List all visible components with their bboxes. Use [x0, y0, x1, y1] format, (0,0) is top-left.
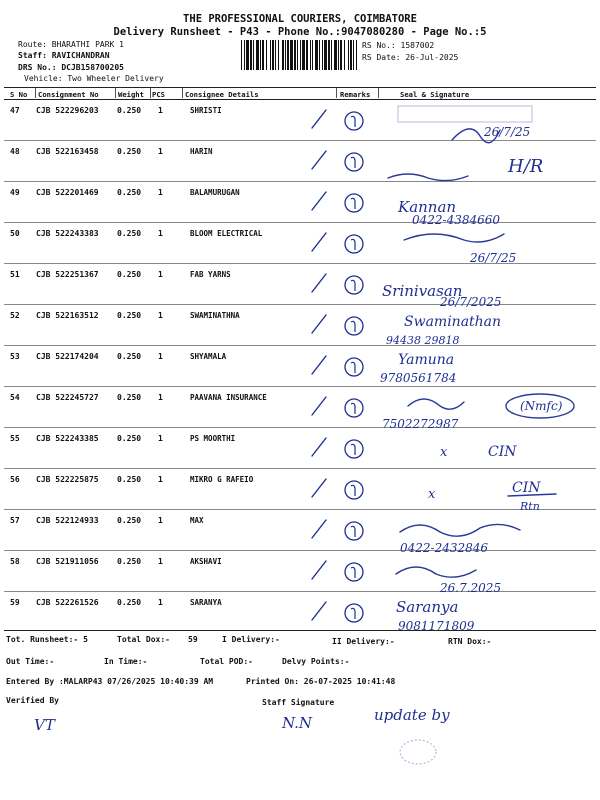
rtn-dox: RTN Dox:-: [448, 637, 492, 646]
row-sno: 59: [10, 598, 20, 607]
check-mark-icon: [312, 479, 326, 497]
sign-r56-b: Rtn: [520, 500, 540, 513]
row-pcs: 1: [158, 516, 163, 525]
delivered-circle-icon: [345, 481, 363, 499]
row-pcs: 1: [158, 475, 163, 484]
delivered-glyph-icon: [351, 444, 355, 455]
row-weight: 0.250: [117, 557, 142, 566]
check-mark-icon: [312, 151, 326, 169]
delivered-circle-icon: [345, 358, 363, 376]
row-consignment: CJB 522251367: [36, 270, 99, 279]
row-sno: 51: [10, 270, 20, 279]
delivered-glyph-icon: [351, 362, 355, 373]
delivered-circle-icon: [345, 276, 363, 294]
row-sno: 50: [10, 229, 20, 238]
row-weight: 0.250: [117, 106, 142, 115]
row-weight: 0.250: [117, 393, 142, 402]
check-mark-icon: [312, 233, 326, 251]
row-pcs: 1: [158, 188, 163, 197]
rs-number: RS No.: 1587002: [362, 41, 435, 50]
row-consignee: FAB YARNS: [190, 270, 231, 279]
sign-r55: CIN: [488, 444, 517, 460]
row-pcs: 1: [158, 434, 163, 443]
delivered-circle-icon: [345, 317, 363, 335]
delivered-glyph-icon: [351, 567, 355, 578]
stamp-mark: [398, 106, 532, 122]
rs-date: RS Date: 26-Jul-2025: [362, 53, 459, 62]
sign-r51-date: 26/7/2025: [440, 295, 502, 309]
row-weight: 0.250: [117, 352, 142, 361]
delivered-circle-icon: [345, 399, 363, 417]
staff-signature: Staff Signature: [262, 698, 335, 707]
row-pcs: 1: [158, 270, 163, 279]
row-consignee: SHRISTI: [190, 106, 222, 115]
sign-r54-phone: 7502272987: [382, 417, 459, 431]
delivered-glyph-icon: [351, 526, 355, 537]
row-consignee: HARIN: [190, 147, 213, 156]
row-sno: 48: [10, 147, 20, 156]
row-sno: 54: [10, 393, 20, 402]
col-weight: Weight: [118, 90, 144, 99]
row-sno: 53: [10, 352, 20, 361]
row-consignment: CJB 522225875: [36, 475, 99, 484]
col-remarks: Remarks: [340, 90, 371, 99]
row-consignment: CJB 522243385: [36, 434, 99, 443]
signature-squiggle: [400, 524, 520, 536]
row-consignee: MAX: [190, 516, 204, 525]
row-consignment: CJB 522163512: [36, 311, 99, 320]
sign-r57-phone: 0422-2432846: [400, 541, 489, 555]
row-pcs: 1: [158, 147, 163, 156]
remarks-marks: [312, 110, 363, 622]
delivered-glyph-icon: [351, 321, 355, 332]
check-mark-icon: [312, 602, 326, 620]
check-mark-icon: [312, 438, 326, 456]
check-mark-icon: [312, 520, 326, 538]
row-consignment: CJB 522243383: [36, 229, 99, 238]
entered-by: Entered By :MALARP43 07/26/2025 10:40:39 AM: [6, 677, 214, 686]
signature-squiggle: [408, 399, 464, 409]
delivered-circle-icon: [345, 153, 363, 171]
stamp-mark: [400, 740, 436, 764]
check-mark-icon: [312, 356, 326, 374]
staff-initials: N.N: [282, 714, 313, 732]
delivered-circle-icon: [345, 522, 363, 540]
row-consignment: CJB 522124933: [36, 516, 99, 525]
delivered-circle-icon: [345, 563, 363, 581]
row-consignment: CJB 522201469: [36, 188, 99, 197]
delivered-glyph-icon: [351, 403, 355, 414]
row-sno: 49: [10, 188, 20, 197]
row-weight: 0.250: [117, 311, 142, 320]
row-weight: 0.250: [117, 229, 142, 238]
delivered-glyph-icon: [351, 116, 355, 127]
row-pcs: 1: [158, 393, 163, 402]
verified-initials: VT: [34, 716, 55, 734]
delivered-circle-icon: [345, 194, 363, 212]
row-pcs: 1: [158, 598, 163, 607]
in-time: In Time:-: [104, 657, 148, 666]
row-sno: 57: [10, 516, 20, 525]
ii-delivery: II Delivery:-: [332, 637, 395, 646]
row-pcs: 1: [158, 229, 163, 238]
delivered-glyph-icon: [351, 485, 355, 496]
row-weight: 0.250: [117, 516, 142, 525]
row-sno: 47: [10, 106, 20, 115]
check-mark-icon: [312, 561, 326, 579]
i-delivery: I Delivery:-: [222, 635, 280, 644]
printed-on: Printed On: 26-07-2025 10:41:48: [246, 677, 396, 686]
sign-r55-x: x: [440, 445, 448, 460]
sign-r56-a: CIN: [512, 480, 541, 496]
col-consignment: Consignment No: [38, 90, 99, 99]
total-pod: Total POD:-: [200, 657, 253, 666]
row-consignee: PAAVANA INSURANCE: [190, 393, 267, 402]
delivered-circle-icon: [345, 235, 363, 253]
sign-r48: H/R: [508, 156, 544, 177]
row-consignment: CJB 522174204: [36, 352, 99, 361]
check-mark-icon: [312, 192, 326, 210]
delivered-glyph-icon: [351, 608, 355, 619]
scribble-mark: [388, 174, 468, 181]
vehicle-label: Vehicle: Two Wheeler Delivery: [24, 74, 164, 83]
row-weight: 0.250: [117, 147, 142, 156]
staff-label: Staff: RAVICHANDRAN: [18, 51, 110, 60]
col-seal-signature: Seal & Signature: [400, 90, 470, 99]
sign-r51-name: Srinivasan: [382, 282, 463, 300]
row-consignee: MIKRO G RAFEIO: [190, 475, 254, 484]
update-note: update by: [374, 706, 450, 724]
row-weight: 0.250: [117, 270, 142, 279]
row-weight: 0.250: [117, 598, 142, 607]
row-consignee: SHYAMALA: [190, 352, 227, 361]
sign-r52-phone: 94438 29818: [386, 334, 460, 347]
sign-r53-name: Yamuna: [398, 352, 455, 368]
row-pcs: 1: [158, 311, 163, 320]
row-consignee: AKSHAVI: [190, 557, 222, 566]
sign-r59-name: Saranya: [396, 598, 459, 616]
delivered-circle-icon: [345, 604, 363, 622]
signature-squiggle: [404, 234, 504, 242]
row-sno: 56: [10, 475, 20, 484]
total-dox-value: 59: [188, 635, 198, 644]
row-pcs: 1: [158, 106, 163, 115]
sign-r53-phone: 9780561784: [380, 371, 457, 385]
row-weight: 0.250: [117, 434, 142, 443]
row-sno: 58: [10, 557, 20, 566]
delivered-glyph-icon: [351, 157, 355, 168]
row-consignee: SWAMINATHNA: [190, 311, 240, 320]
delivered-glyph-icon: [351, 198, 355, 209]
row-consignee: SARANYA: [190, 598, 222, 607]
sign-r59-phone: 9081171809: [398, 619, 475, 633]
row-pcs: 1: [158, 557, 163, 566]
row-consignment: CJB 522163458: [36, 147, 99, 156]
row-consignee: BLOOM ELECTRICAL: [190, 229, 263, 238]
col-consignee: Consignee Details: [185, 90, 259, 99]
row-sno: 55: [10, 434, 20, 443]
row-consignment: CJB 521911056: [36, 557, 99, 566]
runsheet-title: Delivery Runsheet - P43 - Phone No.:9047080280 - Page No.:5: [113, 26, 487, 38]
verified-by: Verified By: [6, 696, 59, 705]
sign-r54-note: (Nmfc): [520, 399, 563, 413]
col-sno: S No: [10, 90, 28, 99]
row-consignment: CJB 522296203: [36, 106, 99, 115]
out-time: Out Time:-: [6, 657, 55, 666]
route-label: Route: BHARATHI PARK 1: [18, 40, 124, 49]
row-sno: 52: [10, 311, 20, 320]
check-mark-icon: [312, 315, 326, 333]
total-dox-label: Total Dox:-: [117, 635, 170, 644]
row-pcs: 1: [158, 352, 163, 361]
sign-r58-date: 26.7.2025: [440, 581, 502, 595]
sign-r50-date: 26/7/25: [470, 251, 517, 265]
delivered-glyph-icon: [351, 280, 355, 291]
sign-r56-x: x: [428, 487, 436, 502]
sign-r52-name: Swaminathan: [404, 314, 502, 330]
company-name: THE PROFESSIONAL COURIERS, COIMBATORE: [183, 13, 417, 25]
check-mark-icon: [312, 110, 326, 128]
sign-r49-name: Kannan: [398, 198, 457, 216]
row-consignment: CJB 522261526: [36, 598, 99, 607]
total-runsheet: Tot. Runsheet:- 5: [6, 635, 88, 644]
delivered-circle-icon: [345, 440, 363, 458]
row-weight: 0.250: [117, 188, 142, 197]
col-pcs: PCS: [152, 90, 165, 99]
signature-squiggle: [396, 567, 476, 577]
delvy-points: Delvy Points:-: [282, 657, 350, 666]
row-consignee: PS MOORTHI: [190, 434, 236, 443]
delivered-glyph-icon: [351, 239, 355, 250]
row-consignment: CJB 522245727: [36, 393, 99, 402]
row-consignee: BALAMURUGAN: [190, 188, 240, 197]
sign-r47-date: 26/7/25: [484, 125, 531, 139]
sign-r49-phone: 0422-4384660: [412, 213, 501, 227]
row-weight: 0.250: [117, 475, 142, 484]
delivered-circle-icon: [345, 112, 363, 130]
check-mark-icon: [312, 274, 326, 292]
drs-number: DRS No.: DCJB158700205: [18, 63, 124, 72]
check-mark-icon: [312, 397, 326, 415]
